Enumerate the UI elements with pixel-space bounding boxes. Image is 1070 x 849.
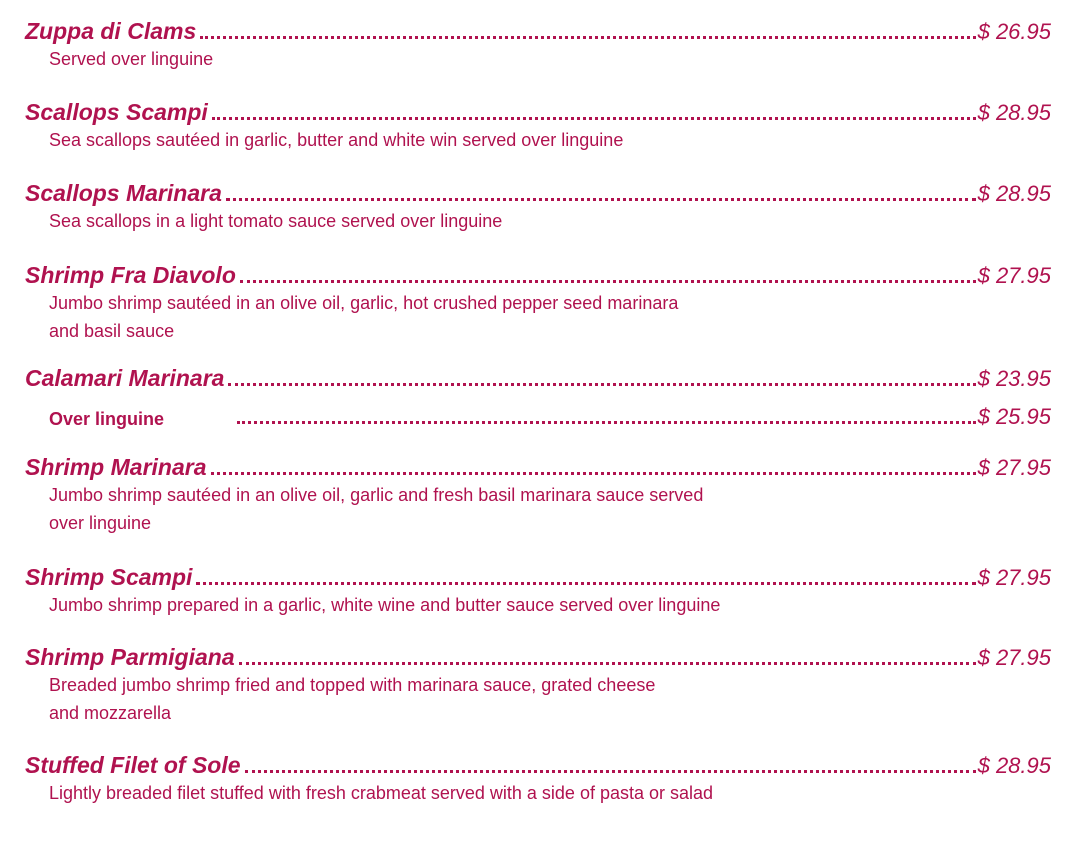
menu-item-name: Shrimp Marinara <box>25 454 207 480</box>
menu-item-scallops-marinara <box>25 177 1051 235</box>
menu-item-shrimp-fra-diavolo <box>25 259 1051 345</box>
description-line: Served over linguine <box>49 49 214 69</box>
dot-leader <box>228 379 975 386</box>
menu-item-price: $ 28.95 <box>977 100 1051 125</box>
menu-item-zuppa-di-clams <box>25 15 1051 73</box>
menu-item-name: Zuppa di Clams <box>25 18 197 44</box>
dot-leader <box>237 417 976 424</box>
menu-item-name: Shrimp Scampi <box>25 564 193 590</box>
menu-item-shrimp-scampi <box>25 561 1051 619</box>
menu-item-price: $ 27.95 <box>977 263 1051 288</box>
description-line: Sea scallops in a light tomato sauce served over linguine <box>49 211 503 231</box>
description-line: Jumbo shrimp sautéed in an olive oil, garlic, hot crushed pepper seed marinara <box>49 293 679 313</box>
menu-item-description <box>49 591 1051 619</box>
menu-item-calamari-marinara <box>25 362 1051 430</box>
menu-item-title-row <box>25 177 1051 207</box>
description-line: Jumbo shrimp sautéed in an olive oil, garlic and fresh basil marinara sauce served <box>49 485 704 505</box>
menu-item-title-row <box>25 15 1051 45</box>
description-line: Lightly breaded filet stuffed with fresh crabmeat served with a side of pasta or salad <box>49 783 714 803</box>
menu-item-description <box>49 779 1051 807</box>
menu-item-price: $ 27.95 <box>977 645 1051 670</box>
dot-leader <box>200 32 975 39</box>
dot-leader <box>245 766 976 773</box>
menu-item-shrimp-marinara <box>25 451 1051 537</box>
menu-item-description <box>49 481 1051 537</box>
menu-item-description <box>49 671 1051 727</box>
menu-item-description <box>49 207 1051 235</box>
menu-item-description <box>49 289 1051 345</box>
dot-leader <box>239 658 976 665</box>
menu-item-description <box>49 45 1051 73</box>
dot-leader <box>211 468 976 475</box>
menu-item-price: $ 28.95 <box>977 753 1051 778</box>
menu-item-scallops-scampi <box>25 96 1051 154</box>
menu-item-stuffed-filet-of-sole <box>25 749 1051 807</box>
dot-leader <box>196 578 975 585</box>
menu-item-name: Scallops Marinara <box>25 180 222 206</box>
dot-leader <box>212 113 976 120</box>
menu-item-price: $ 27.95 <box>977 455 1051 480</box>
menu-item-title-row <box>25 749 1051 779</box>
menu-item-title-row <box>25 451 1051 481</box>
menu-item-title-row <box>25 561 1051 591</box>
menu-item-name: Calamari Marinara <box>25 365 225 391</box>
description-line: over linguine <box>49 513 152 533</box>
menu-item-title-row <box>25 641 1051 671</box>
menu-item-description <box>49 126 1051 154</box>
sub-option-price: $ 25.95 <box>977 404 1051 429</box>
description-line: and basil sauce <box>49 321 175 341</box>
menu-item-shrimp-parmigiana <box>25 641 1051 727</box>
menu-item-name: Scallops Scampi <box>25 99 208 125</box>
menu-item-price: $ 23.95 <box>977 366 1051 391</box>
menu-item-title-row <box>25 259 1051 289</box>
description-line: Jumbo shrimp prepared in a garlic, white wine and butter sauce served over linguine <box>49 595 721 615</box>
menu-item-name: Stuffed Filet of Sole <box>25 752 241 778</box>
menu-item-title-row <box>25 96 1051 126</box>
description-line: Breaded jumbo shrimp fried and topped with marinara sauce, grated cheese <box>49 675 656 695</box>
menu-item-price: $ 28.95 <box>977 181 1051 206</box>
sub-option-label: Over linguine <box>49 409 165 429</box>
menu-item-name: Shrimp Fra Diavolo <box>25 262 236 288</box>
description-line: and mozzarella <box>49 703 172 723</box>
description-line: Sea scallops sautéed in garlic, butter and white win served over linguine <box>49 130 624 150</box>
dot-leader <box>226 194 976 201</box>
dot-leader <box>240 276 976 283</box>
menu-item-price: $ 27.95 <box>977 565 1051 590</box>
menu-item-name: Shrimp Parmigiana <box>25 644 235 670</box>
menu-item-title-row <box>25 362 1051 392</box>
menu-item-sub-row <box>25 400 1051 430</box>
menu-item-price: $ 26.95 <box>977 19 1051 44</box>
